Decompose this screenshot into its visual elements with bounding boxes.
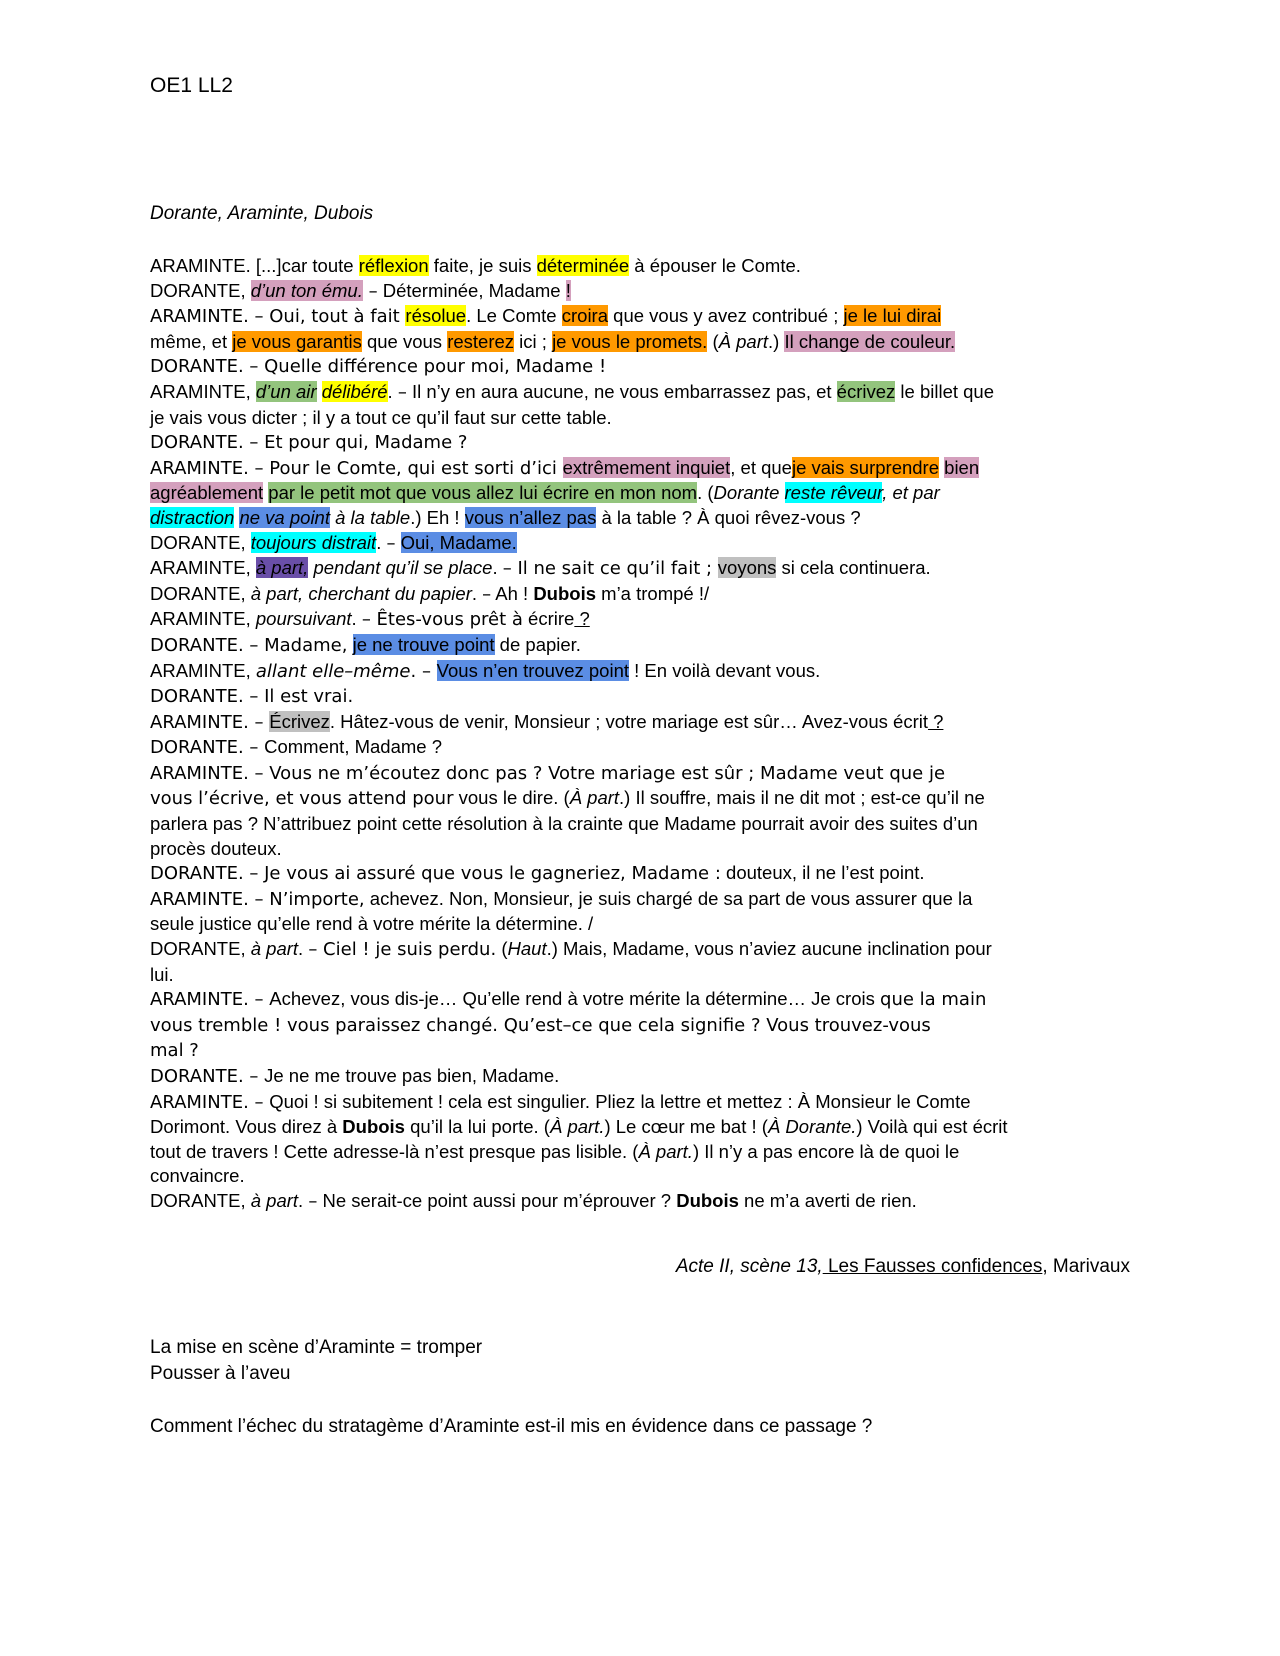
- dialogue-line: [150, 1164, 1125, 1189]
- text-segment: DORANTE. – Madame,: [150, 634, 348, 656]
- dialogue-line: [150, 684, 1125, 710]
- text-segment: [395, 532, 400, 553]
- text-segment: le billet que: [895, 380, 995, 402]
- highlighted-text: je le lui dirai: [843, 305, 942, 327]
- text-segment: Quoi ! si subitement ! cela est singulier. Pliez la lettre et mettez : À Monsieur le Comte: [269, 1090, 971, 1112]
- highlighted-text: je ne trouve point: [352, 633, 495, 655]
- text-segment: vous le dire. (: [453, 787, 570, 809]
- dialogue-line: [150, 430, 1125, 456]
- text-segment: [347, 634, 352, 655]
- text-segment: À part: [718, 330, 768, 352]
- text-segment: ARAMINTE. –: [150, 1091, 270, 1113]
- dialogue-line: [150, 786, 1125, 812]
- text-segment: À part.: [549, 1116, 605, 1138]
- text-segment: ARAMINTE,: [150, 380, 256, 402]
- text-segment: .: [492, 557, 503, 579]
- text-segment: DORANTE. –: [150, 737, 265, 759]
- text-segment: ) Voilà qui est écrit: [856, 1116, 1008, 1138]
- source-citation: [676, 1256, 1130, 1278]
- text-segment: faite, je suis: [428, 255, 537, 276]
- text-segment: ) Le cœur me bat ! (: [604, 1116, 768, 1138]
- text-segment: .) Il souffre, mais il ne dit mot ; est-ce qu’il ne: [619, 787, 985, 809]
- text-segment: Je ne me trouve pas bien, Madame.: [264, 1065, 560, 1086]
- text-segment: à la table: [329, 506, 411, 528]
- text-segment: à part: [250, 938, 299, 960]
- text-segment: DORANTE,: [150, 531, 251, 553]
- dialogue-line: [150, 506, 1125, 531]
- dialogue-line: [150, 279, 1125, 305]
- text-segment: qu’il la lui porte. (: [404, 1116, 550, 1138]
- highlighted-text: je vous garantis: [232, 330, 362, 352]
- highlighted-text: toujours distrait: [250, 531, 377, 553]
- dialogue-line: [150, 481, 1125, 506]
- text-segment: parlera pas ? N’attribuez point cette résolution à la crainte que Madame pourrait avoir des suites d’un: [150, 813, 978, 835]
- text-segment: .): [768, 330, 785, 352]
- text-segment: , et que: [730, 456, 792, 478]
- text-segment: .: [298, 938, 309, 960]
- text-segment: DORANTE. – Quelle différence pour moi, Madame !: [150, 356, 607, 378]
- dialogue-line: [150, 861, 1125, 887]
- text-segment: achevez. Non, Monsieur, je suis chargé de sa part de vous assurer que la: [364, 887, 973, 909]
- highlighted-text: croira: [561, 305, 609, 327]
- text-segment: –: [368, 280, 378, 302]
- highlighted-text: réflexion: [358, 255, 429, 276]
- text-segment: que la main: [880, 989, 987, 1011]
- text-segment: –: [482, 583, 492, 605]
- highlighted-text: Vous n’en trouvez point: [436, 659, 629, 681]
- source-scene: Acte II, scène 13,: [675, 1256, 823, 1277]
- text-segment: m’a trompé !/: [596, 582, 710, 604]
- text-segment: . Hâtez-vous de venir, Monsieur ; votre mariage est sûr… Avez-vous écrit: [329, 710, 928, 732]
- dialogue-line: [150, 1115, 1125, 1140]
- text-segment: ARAMINTE,: [150, 608, 256, 630]
- highlighted-text: je vous le promets.: [552, 330, 708, 352]
- text-segment: (: [496, 938, 508, 960]
- highlighted-text: résolue: [405, 305, 467, 327]
- source-title: Les Fausses confidences: [822, 1256, 1043, 1277]
- dialogue-line: [150, 1090, 1125, 1116]
- highlighted-text: agréablement: [150, 482, 264, 504]
- dialogue-line: [150, 659, 1125, 685]
- text-segment: procès douteux.: [150, 837, 282, 859]
- text-segment: tout de travers ! Cette adresse-là n’est presque pas lisible. (: [150, 1140, 639, 1162]
- text-segment: –: [386, 532, 396, 554]
- text-segment: ) Il n’y a pas encore là de quoi le: [692, 1140, 960, 1162]
- text-segment: DORANTE. – Je vous ai assuré que vous le gagneriez, Madame :: [150, 863, 721, 885]
- text-segment: à épouser le Comte.: [629, 255, 801, 276]
- text-segment: .: [387, 380, 398, 402]
- text-segment: DORANTE,: [150, 279, 251, 301]
- text-segment: douteux, il ne l’est point.: [720, 862, 925, 884]
- text-segment: allant elle–même: [255, 660, 411, 682]
- text-segment: ARAMINTE,: [150, 659, 256, 681]
- text-segment: Achevez, vous dis-je… Qu’elle rend à votre mérite la détermine… Je crois: [269, 988, 881, 1010]
- text-segment: seule justice qu’elle rend à votre mérite la détermine. /: [150, 913, 594, 935]
- text-segment: (: [707, 330, 719, 352]
- dialogue-line: [150, 1189, 1125, 1215]
- text-segment: je vais vous dicter ; il y a tout ce qu’il faut sur cette table.: [150, 406, 612, 428]
- highlighted-text: voyons: [717, 557, 777, 579]
- highlighted-text: reste rêveur: [784, 482, 883, 504]
- text-segment: vous l’écrive, et vous attend pour: [150, 788, 454, 810]
- dialogue-line: [150, 582, 1125, 608]
- dialogue-line: [150, 937, 1125, 963]
- note-line: La mise en scène d’Araminte = tromper: [150, 1337, 483, 1358]
- text-segment: .: [298, 1189, 309, 1211]
- dialogue-line: [150, 887, 1125, 913]
- highlighted-text: à part,: [255, 557, 309, 579]
- text-segment: . (: [697, 482, 714, 504]
- study-question: Comment l’échec du stratagème d’Araminte est-il mis en évidence dans ce passage ?: [150, 1416, 873, 1437]
- text-segment: Dubois: [342, 1116, 405, 1138]
- dialogue-line: [150, 735, 1125, 761]
- text-segment: que vous y avez contribué ;: [608, 305, 844, 327]
- text-segment: Comment, Madame ?: [264, 736, 442, 758]
- highlighted-text: je vais surprendre: [791, 456, 940, 478]
- text-segment: convaincre.: [150, 1165, 245, 1187]
- text-segment: .: [376, 531, 387, 553]
- text-segment: ARAMINTE. [...]car toute: [150, 255, 359, 276]
- dialogue-line: [150, 456, 1125, 482]
- dialogue-line: [150, 812, 1125, 837]
- dialogue-line: [150, 912, 1125, 937]
- highlighted-text: ne va point: [239, 506, 330, 528]
- text-segment: Haut: [507, 938, 547, 960]
- text-segment: – Il ne sait ce qu’il fait ;: [502, 558, 718, 580]
- dialogue-line: [150, 963, 1125, 988]
- text-segment: lui.: [150, 963, 174, 985]
- text-segment: DORANTE. –: [150, 1066, 265, 1087]
- highlighted-text: vous n’allez pas: [464, 506, 597, 528]
- source-author: , Marivaux: [1042, 1256, 1130, 1277]
- highlighted-text: Écrivez: [269, 710, 330, 732]
- text-segment: ARAMINTE. – N’importe,: [150, 888, 365, 910]
- dialogue-text: [150, 254, 1125, 1215]
- text-segment: vous tremble ! vous paraissez changé. Qu’est–ce que cela signifie ? Vous trouvez-vous: [150, 1014, 931, 1036]
- text-segment: À Dorante.: [767, 1116, 857, 1138]
- text-segment: Ne serait-ce point aussi pour m’éprouver ?: [317, 1189, 677, 1211]
- text-segment: [317, 381, 322, 402]
- highlighted-text: d’un air: [255, 380, 317, 402]
- text-segment: ?: [574, 608, 590, 630]
- characters-list: Dorante, Araminte, Dubois: [150, 203, 374, 224]
- text-segment: Dorante: [713, 482, 785, 504]
- dialogue-line: [150, 304, 1125, 330]
- highlighted-text: d’un ton ému.: [250, 279, 363, 301]
- text-segment: . Le Comte: [466, 305, 562, 327]
- dialogue-line: [150, 531, 1125, 557]
- text-segment: à la table ? À quoi rêvez-vous ?: [596, 506, 861, 528]
- text-segment: ARAMINTE. –: [150, 989, 270, 1011]
- text-segment: à part: [250, 1189, 299, 1211]
- dialogue-line: [150, 254, 1125, 279]
- text-segment: .: [471, 582, 483, 604]
- highlighted-text: Oui, Madame.: [400, 531, 517, 553]
- text-segment: DORANTE,: [150, 582, 251, 604]
- dialogue-line: [150, 710, 1125, 736]
- highlighted-text: !: [565, 279, 571, 301]
- dialogue-line: [150, 330, 1125, 355]
- text-segment: poursuivant: [255, 608, 352, 630]
- text-segment: ARAMINTE. –: [150, 711, 270, 733]
- dialogue-line: [150, 1064, 1125, 1090]
- text-segment: .) Mais, Madame, vous n’aviez aucune inclination pour: [546, 938, 992, 960]
- dialogue-line: [150, 1140, 1125, 1165]
- highlighted-text: extrêmement inquiet: [562, 456, 731, 478]
- dialogue-line: [150, 1013, 1125, 1039]
- text-segment: – Ciel ! je suis perdu.: [308, 939, 497, 961]
- text-segment: DORANTE. – Et pour qui, Madame ?: [150, 432, 468, 454]
- text-segment: pendant qu’il se place: [313, 557, 493, 579]
- text-segment: si cela continuera.: [776, 557, 931, 579]
- note-line: Pousser à l’aveu: [150, 1363, 291, 1384]
- text-segment: –: [308, 1190, 318, 1212]
- text-segment: DORANTE,: [150, 1189, 251, 1211]
- text-segment: mal ?: [150, 1040, 199, 1062]
- dialogue-line: [150, 1038, 1125, 1064]
- highlighted-text: distraction: [150, 506, 235, 528]
- dialogue-line: [150, 837, 1125, 862]
- highlighted-text: bien: [944, 456, 980, 478]
- text-segment: Dubois: [676, 1189, 739, 1211]
- text-segment: ARAMINTE,: [150, 557, 256, 579]
- text-segment: À part.: [638, 1140, 693, 1162]
- text-segment: ARAMINTE. – Pour le Comte, qui est sorti d’ici: [150, 457, 563, 479]
- document-header: OE1 LL2: [150, 74, 233, 97]
- text-segment: ne m’a averti de rien.: [738, 1189, 917, 1211]
- text-segment: de papier.: [494, 633, 581, 655]
- highlighted-text: Il change de couleur.: [784, 330, 956, 352]
- highlighted-text: écrivez: [836, 380, 896, 402]
- dialogue-line: [150, 354, 1125, 380]
- highlighted-text: par le petit mot que vous allez lui écrire en mon nom: [268, 482, 698, 504]
- highlighted-text: déterminée: [536, 255, 630, 276]
- dialogue-line: [150, 607, 1125, 633]
- text-segment: Ah !: [491, 582, 534, 604]
- text-segment: ! En voilà devant vous.: [629, 659, 821, 681]
- text-segment: ARAMINTE. – Oui, tout à fait: [150, 306, 406, 328]
- text-segment: écrire: [522, 608, 575, 630]
- text-segment: .: [351, 608, 362, 630]
- text-segment: Dubois: [533, 582, 597, 604]
- text-segment: à part, cherchant du papier: [250, 582, 472, 604]
- notes: [150, 1335, 482, 1387]
- text-segment: que vous: [361, 330, 448, 352]
- text-segment: Déterminée, Madame: [377, 279, 566, 301]
- text-segment: .) Eh !: [410, 506, 465, 528]
- dialogue-line: [150, 556, 1125, 582]
- highlighted-text: délibéré: [321, 380, 388, 402]
- dialogue-line: [150, 761, 1125, 787]
- text-segment: ?: [927, 710, 944, 732]
- dialogue-line: [150, 633, 1125, 659]
- text-segment: Dorimont. Vous direz à: [150, 1116, 343, 1138]
- dialogue-line: [150, 380, 1125, 406]
- text-segment: –: [397, 381, 407, 403]
- text-segment: . –: [410, 660, 437, 682]
- text-segment: Il n’y en aura aucune, ne vous embarrassez pas, et: [406, 380, 837, 402]
- text-segment: DORANTE. – Il est vrai.: [150, 686, 354, 708]
- text-segment: ici ;: [514, 330, 553, 352]
- text-segment: À part: [569, 787, 620, 809]
- text-segment: même, et: [150, 330, 233, 352]
- dialogue-line: [150, 987, 1125, 1013]
- highlighted-text: resterez: [447, 330, 515, 352]
- text-segment: , et par: [882, 482, 940, 504]
- dialogue-line: [150, 406, 1125, 431]
- text-segment: DORANTE,: [150, 938, 251, 960]
- text-segment: – Êtes-vous prêt à: [361, 609, 523, 631]
- text-segment: ARAMINTE. – Vous ne m’écoutez donc pas ? Votre mariage est sûr ; Madame veut que je: [150, 762, 946, 784]
